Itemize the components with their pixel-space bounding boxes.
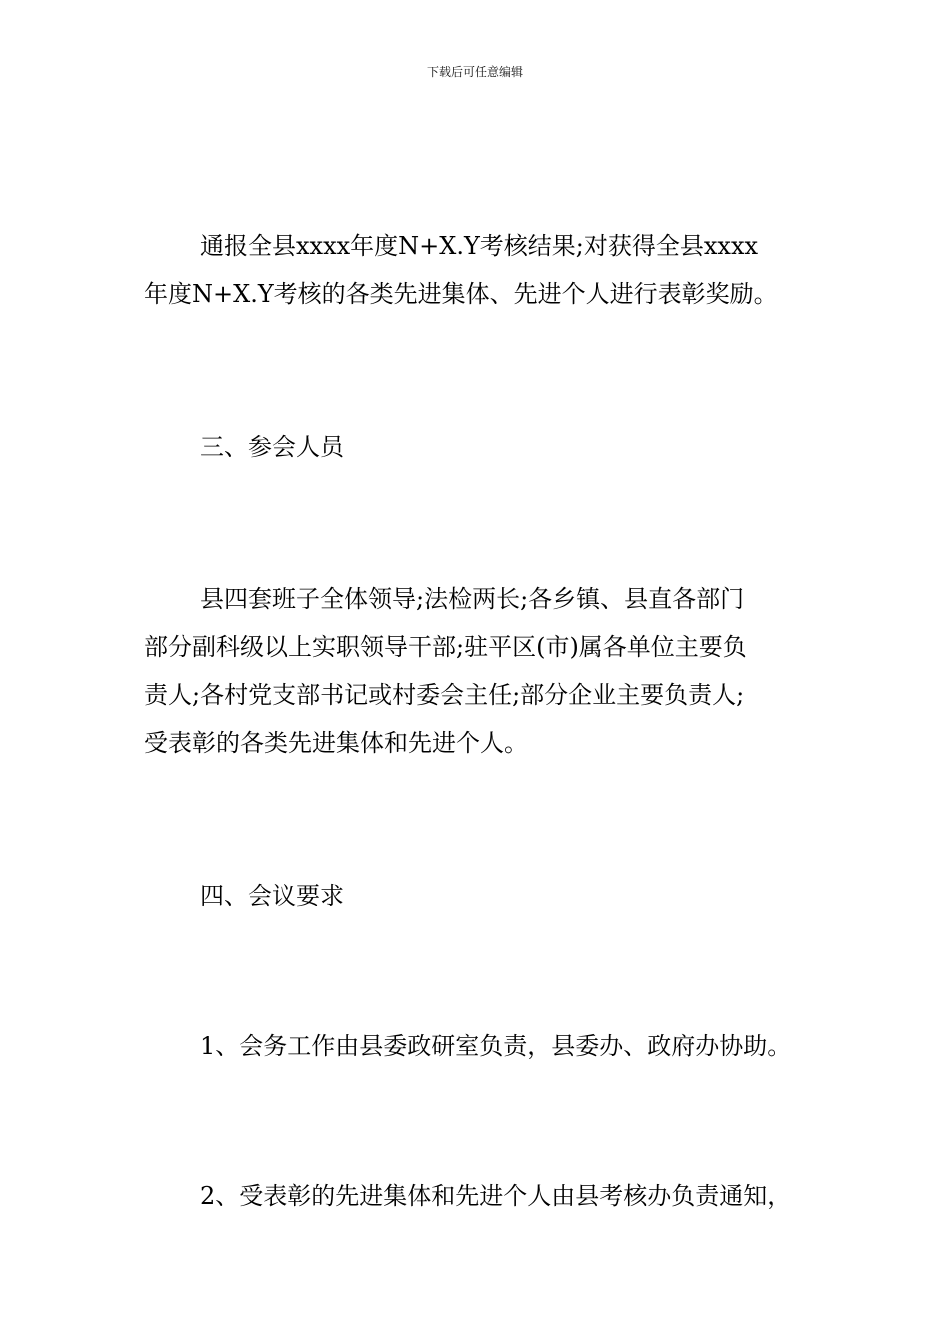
section-heading-requirements	[144, 872, 812, 920]
section-heading-text: 四、会议要求	[200, 882, 344, 910]
paragraph-attendees	[144, 575, 812, 767]
paragraph-notice-results	[144, 222, 812, 318]
page-header: 下载后可任意编辑	[426, 65, 523, 79]
section-heading-attendees	[144, 423, 812, 471]
paragraph-line: 县四套班子全体领导;法检两长;各乡镇、县直各部门	[200, 585, 745, 613]
paragraph-line: 部分副科级以上实职领导干部;驻平区(市)属各单位主要负	[144, 633, 747, 661]
requirement-text: 2、受表彰的先进集体和先进个人由县考核办负责通知，	[200, 1182, 792, 1210]
requirement-item-1	[144, 1022, 812, 1070]
paragraph-line: 通报全县xxxx年度N+X.Y考核结果;对获得全县xxxx	[200, 232, 759, 260]
paragraph-line: 责人;各村党支部书记或村委会主任;部分企业主要负责人;	[144, 681, 745, 709]
section-heading-text: 三、参会人员	[200, 433, 344, 461]
requirement-item-2	[144, 1172, 812, 1220]
requirement-text: 1、会务工作由县委政研室负责，县委办、政府办协助。	[200, 1032, 792, 1060]
paragraph-line: 受表彰的各类先进集体和先进个人。	[144, 729, 528, 757]
paragraph-line: 年度N+X.Y考核的各类先进集体、先进个人进行表彰奖励。	[144, 280, 778, 308]
